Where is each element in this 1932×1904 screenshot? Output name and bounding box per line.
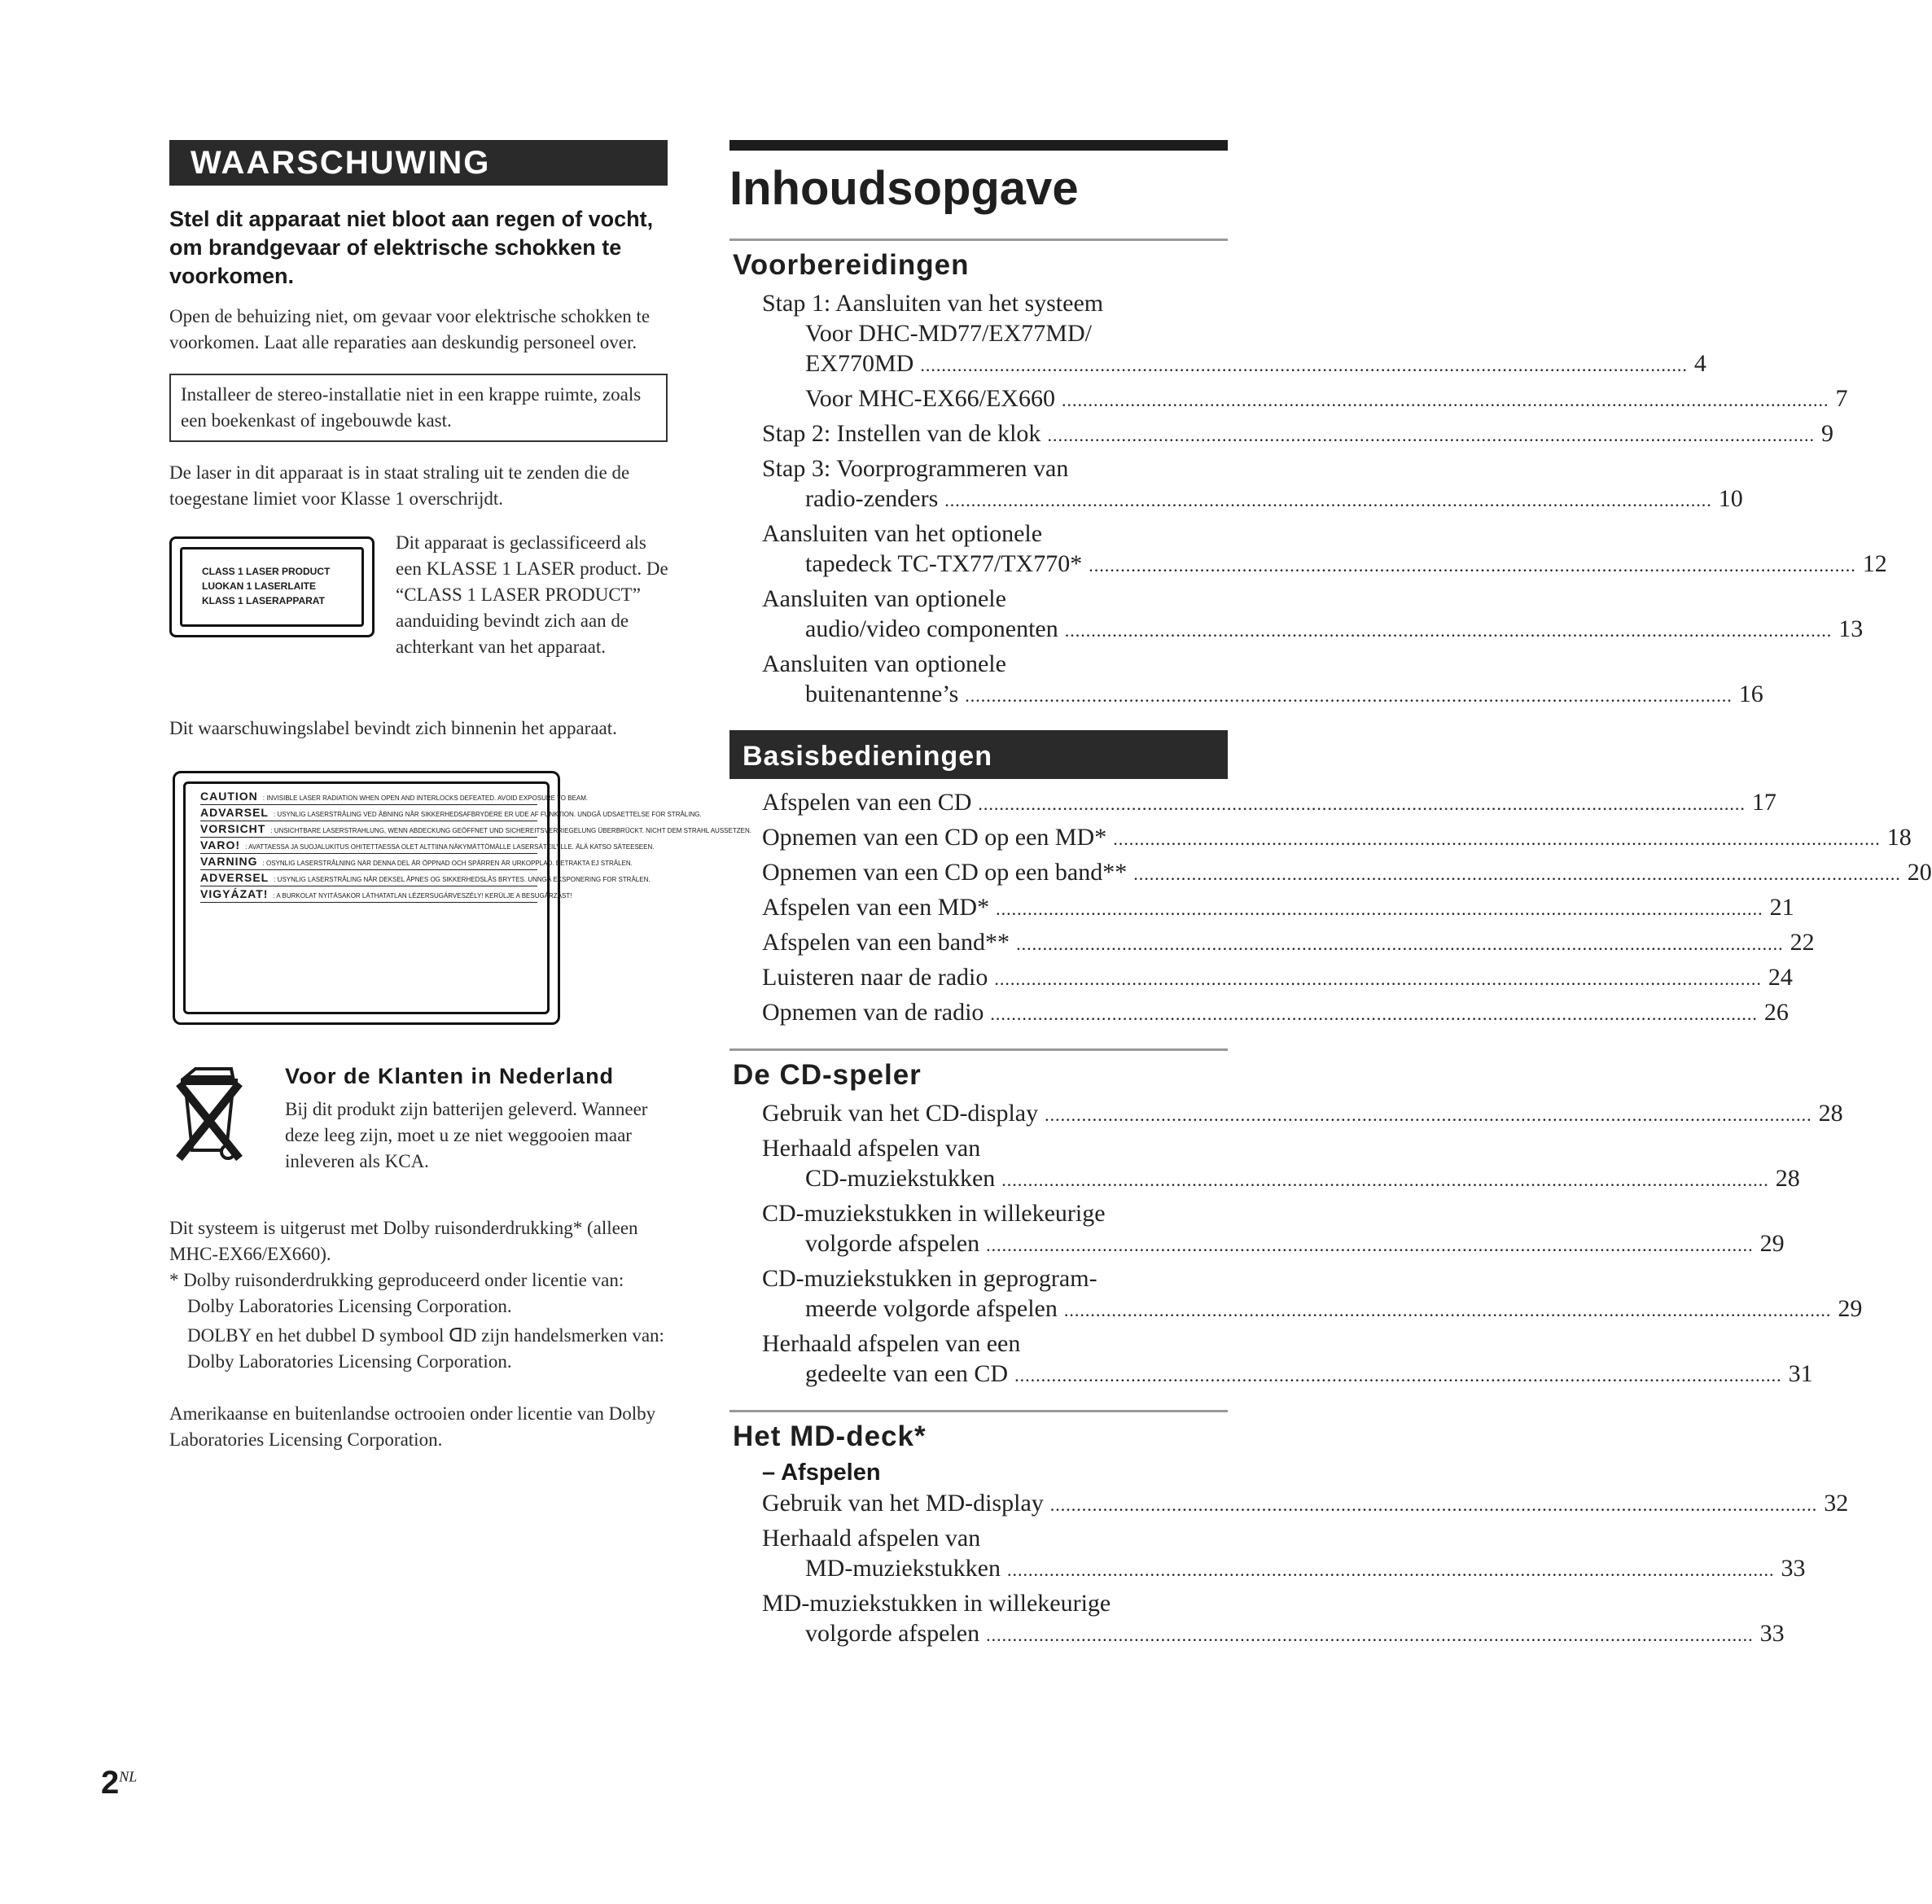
toc-entry[interactable] [762,1523,1806,1585]
class1-label-line: KLASS 1 LASERAPPARAT [202,595,325,606]
caution-line-text: : INVISIBLE LASER RADIATION WHEN OPEN AND INTERLOCKS DEFEATED. AVOID EXPOSURE TO BEAM. [262,794,589,802]
toc-section-rule [729,239,1228,241]
toc-section [729,1048,1863,1390]
toc-section-rule [729,1410,1228,1412]
toc-entry-text: volgorde afspelen [805,1230,980,1257]
toc-page-number: 28 [1818,1100,1843,1127]
toc-entry-text: Stap 1: Aansluiten van het systeem [762,290,1104,317]
caution-line-word: CAUTION [200,790,258,803]
caution-line-word: VIGYÁZAT! [200,887,269,900]
toc-entry-text: EX770MD [805,350,914,377]
toc-entry-text: Opnemen van een CD op een band** [762,859,1128,886]
toc-page-number: 4 [1693,350,1706,377]
toc-leader-dots [944,485,1712,515]
caution-line-word: VORSICHT [200,822,266,835]
toc-section-heading: Voorbereidingen [733,249,970,281]
toc-page-number: 28 [1775,1165,1800,1192]
toc-entry[interactable] [762,584,1864,646]
toc-entry[interactable] [762,288,1706,380]
warning-title: WAARSCHUWING [169,140,668,186]
caution-line-text: : UNSICHTBARE LASERSTRAHLUNG, WENN ABDECKUNG GEÖFFNET UND SICHEREITSVERRIEGELUNG ÜBERBRÜCKT. NICHT DEM STRAHL AUSSETZEN. [270,827,751,834]
caution-line [200,855,633,870]
toc-page-number: 10 [1718,485,1743,512]
toc-leader-dots [1001,1165,1769,1195]
warning-column [169,140,751,1453]
caution-line-word: VARO! [200,838,241,851]
page-number [101,1765,137,1801]
toc-page-number: 29 [1759,1230,1785,1257]
caution-line-text: : OSYNLIG LASERSTRÅLNING NÄR DENNA DEL ÄR ÖPPNAD OCH SPÄRREN ÄR URKOPPLAD. BETRAKTA EJ STRÅLEN. [262,860,633,867]
toc-leader-dots [1045,1100,1812,1130]
toc-entry[interactable] [762,927,1815,959]
caution-line [200,838,655,854]
toc-section-heading: De CD-speler [733,1059,922,1091]
toc-entry[interactable] [762,519,1887,580]
toc-entry[interactable] [762,1263,1863,1325]
toc-entry-text: Herhaald afspelen van [762,1525,981,1552]
toc-entry-text: Luisteren naar de radio [762,964,988,991]
toc-leader-dots [996,894,1763,924]
label-location-text: Dit waarschuwingslabel bevindt zich binnenin het apparaat. [169,718,617,738]
toc-entry[interactable] [762,1098,1843,1130]
toc-entry-text: MD-muziekstukken [805,1555,1001,1582]
toc-entry-text: Gebruik van het MD-display [762,1490,1044,1517]
toc-entry-text: Afspelen van een band** [762,929,1010,956]
toc-page-number: 32 [1824,1490,1849,1517]
class1-label-line: LUOKAN 1 LASERLAITE [202,580,317,592]
toc-entry-text: CD-muziekstukken [805,1165,996,1192]
caution-line-word: VARNING [200,855,258,868]
toc-entry-text: Afspelen van een CD [762,789,972,816]
toc-entry-text: Opnemen van de radio [762,999,984,1026]
toc-page-number: 21 [1769,894,1794,921]
caution-line [200,887,572,903]
toc-entry[interactable] [762,962,1793,994]
toc-leader-dots [978,789,1746,819]
toc-leader-dots [920,350,1688,380]
warning-lead: Stel dit apparaat niet bloot aan regen of vocht, om brandgevaar of elektrische schokken te voorkomen. [169,207,654,288]
toc-page-number: 20 [1907,859,1932,886]
toc-entry-text: meerde volgorde afspelen [805,1295,1058,1322]
toc-page-number: 26 [1763,999,1789,1026]
toc-entry[interactable] [762,1588,1785,1650]
toc-entry[interactable] [762,1488,1849,1520]
caution-line [200,871,651,886]
toc-page-number: 16 [1738,681,1763,707]
toc-entry-text: Afspelen van een MD* [762,894,990,921]
toc-leader-dots [1014,1360,1782,1390]
toc-leader-dots [1047,420,1815,450]
klanten-text: Bij dit produkt zijn batterijen geleverd. Wanneer deze leeg zijn, moet u ze niet weggooien maar inleveren als KCA. [285,1099,648,1171]
toc-leader-dots [994,964,1762,994]
toc-entry-text: Herhaald afspelen van [762,1135,981,1162]
patent-text: Amerikaanse en buitenlandse octrooien onder licentie van Dolby Laboratories Licensing Corporation. [169,1403,656,1450]
toc-leader-dots [1113,824,1881,854]
crossed-out-bin-icon [174,1067,244,1163]
toc-leader-dots [986,1620,1754,1650]
toc-entry[interactable] [762,649,1763,711]
caution-label [173,771,751,1025]
caution-line [200,790,589,805]
toc-entry-text: Herhaald afspelen van een [762,1330,1021,1357]
toc-entry-text: Voor MHC-EX66/EX660 [805,385,1055,412]
toc-subheading: – Afspelen [762,1460,881,1486]
toc-page-number: 33 [1781,1555,1806,1582]
toc-leader-dots [990,999,1758,1029]
toc-page-number: 18 [1886,824,1912,851]
toc-entry[interactable] [762,857,1932,889]
toc-entry-text: Voor DHC-MD77/EX77MD/ [805,320,1092,347]
caution-line-text: : A BURKOLAT NYITÁSAKOR LÁTHATATLAN LÉZERSUGÁRVESZÉLY! KERÜLJE A BESUGÁRZÁST! [273,892,572,899]
toc-page-number: 9 [1820,420,1833,447]
toc-entry-text: radio-zenders [805,485,939,512]
toc-entry[interactable] [762,1328,1813,1390]
caution-line-text: : AVATTAESSA JA SUOJALUKITUS OHITETTAESSA OLET ALTTIINA NÄKYMÄTTÖMÄLLE LASERSÄTEILYLLE. ÄLÄ KATSO SÄTEESEEN. [245,843,655,851]
class1-description: Dit apparaat is geclassificeerd als een KLASSE 1 LASER product. De “CLASS 1 LASER PRODUCT” aanduiding bevindt zich aan de achterkant van het apparaat. [396,532,668,657]
toc-title: Inhoudsopgave [729,162,1079,215]
toc-page-number: 12 [1862,550,1887,577]
toc-section [729,239,1887,711]
caution-line [200,822,751,838]
toc-page-number: 24 [1768,964,1793,991]
toc-entry-text: Aansluiten van optionele [762,585,1006,612]
toc-entry[interactable] [762,1133,1800,1195]
toc-page-number: 29 [1838,1295,1863,1322]
toc-section-heading: Het MD-deck* [733,1420,927,1452]
toc-leader-dots [1007,1555,1775,1585]
toc-entry-text: Opnemen van een CD op een MD* [762,824,1107,851]
toc-leader-dots [1064,1295,1832,1325]
caution-line-word: ADVERSEL [200,871,269,884]
page-number-value: 2 [101,1765,120,1801]
toc-entry[interactable] [762,787,1776,819]
toc-leader-dots [1050,1490,1818,1520]
caution-line-text: : USYNLIG LASERSTRÅLING VED ÅBNING NÅR SIKKERHEDSAFBRYDERE ER UDE AF FUNKTION. UNDGÅ UDSAETTELSE FOR STRÅLING. [273,811,702,818]
dolby-trademark-note: DOLBY en het dubbel D symbool ᗡD zijn handelsmerken van: Dolby Laboratories Licensing Corporation. [187,1325,664,1372]
dolby-text: Dit systeem is uitgerust met Dolby ruisonderdrukking* (alleen MHC-EX66/EX660). [169,1218,638,1264]
caution-line-word: ADVARSEL [200,806,269,819]
class1-label-line: CLASS 1 LASER PRODUCT [202,566,331,577]
toc-entry[interactable] [762,453,1743,515]
toc-leader-dots [986,1230,1754,1260]
toc-leader-dots [1065,615,1833,646]
toc-entry[interactable] [762,383,1848,415]
installation-notice: Installeer de stereo-installatie niet in een krappe ruimte, zoals een boekenkast of ingebouwde kast. [169,374,668,442]
toc-entry-text: CD-muziekstukken in geprogram- [762,1265,1097,1292]
toc-entry-text: Aansluiten van optionele [762,650,1006,677]
toc-entry[interactable] [762,892,1794,924]
toc-entry-text: buitenantenne’s [805,681,959,707]
toc-section-heading: Basisbedieningen [729,730,1228,779]
toc-entry-text: audio/video componenten [805,615,1058,642]
klanten-heading: Voor de Klanten in Nederland [285,1064,615,1088]
toc-entry[interactable] [762,1198,1785,1260]
toc-entry-text: MD-muziekstukken in willekeurige [762,1590,1111,1617]
toc-section-rule [729,1048,1228,1051]
klanten-section [169,1064,668,1219]
toc-entry[interactable] [762,418,1833,450]
language-suffix: NL [119,1768,138,1785]
laser-text: De laser in dit apparaat is in staat straling uit te zenden die de toegestane limiet voor Klasse 1 overschrijdt. [169,462,630,509]
toc-entry-text: tapedeck TC-TX77/TX770* [805,550,1083,577]
toc-section [729,730,1932,1029]
toc-leader-dots [1089,550,1856,580]
toc-entry[interactable] [762,997,1789,1029]
toc-entry[interactable] [762,822,1912,854]
toc-entry-text: volgorde afspelen [805,1620,980,1647]
toc-entry-text: gedeelte van een CD [805,1360,1009,1387]
toc-page-number: 17 [1751,789,1776,816]
toc-entry-text: Gebruik van het CD-display [762,1100,1039,1127]
dolby-footnote: * Dolby ruisonderdrukking geproduceerd onder licentie van: Dolby Laboratories Licensing Corporation. [169,1270,624,1316]
toc-leader-dots [1133,859,1901,889]
caution-line-text: : USYNLIG LASERSTRÅLING NÅR DEKSEL ÅPNES OG SIKKERHEDSLÅS BRYTES. UNNGÅ EKSPONERING FOR STRÅLEN. [274,876,651,883]
toc-leader-dots [965,681,1733,711]
toc-section [729,1410,1849,1650]
toc-page-number: 22 [1790,929,1815,956]
toc-top-rule [729,140,1228,151]
open-housing-text: Open de behuizing niet, om gevaar voor elektrische schokken te voorkomen. Laat alle reparaties aan deskundig personeel over. [169,306,651,352]
class1-section [169,530,668,706]
toc-leader-dots [1062,385,1829,415]
toc-page-number: 13 [1838,615,1864,642]
toc-entry-text: CD-muziekstukken in willekeurige [762,1200,1106,1227]
toc-entry-text: Aansluiten van het optionele [762,520,1043,547]
toc-entry-text: Stap 3: Voorprogrammeren van [762,455,1069,482]
table-of-contents [729,140,1932,1653]
toc-leader-dots [1016,929,1784,959]
toc-page-number: 7 [1835,385,1848,412]
toc-page-number: 31 [1788,1360,1813,1387]
caution-line [200,806,702,821]
toc-entry-text: Stap 2: Instellen van de klok [762,420,1041,447]
toc-page-number: 33 [1759,1620,1785,1647]
class1-laser-label [169,536,375,637]
